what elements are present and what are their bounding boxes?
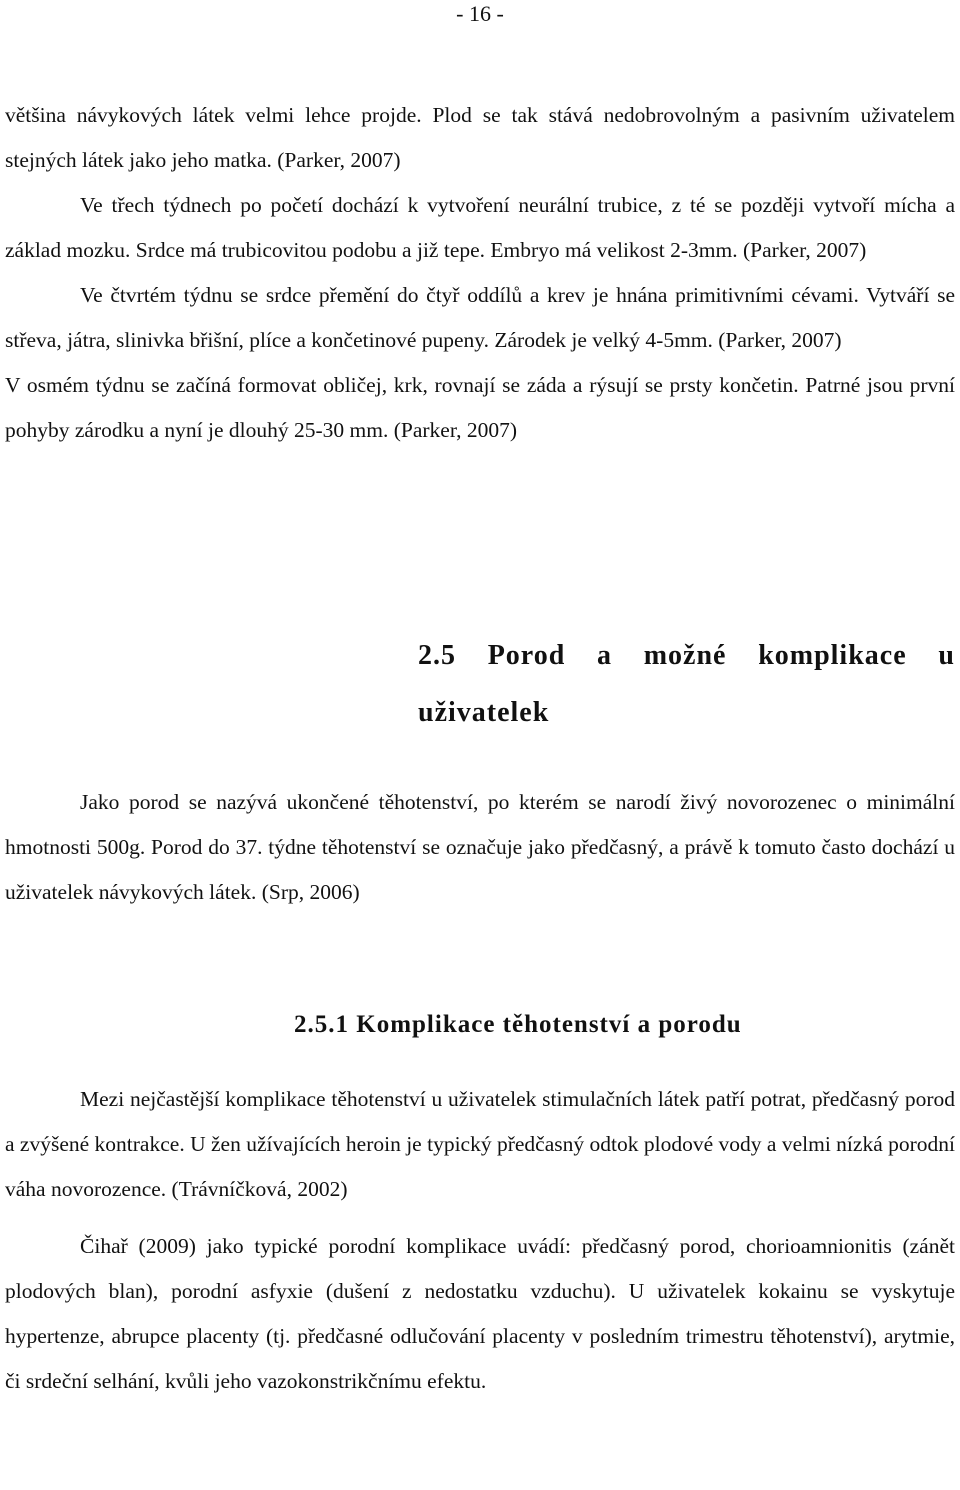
- paragraph: Ve čtvrtém týdnu se srdce přemění do čtyř oddílů a krev je hnána primitivními cévami. Vytváří se střeva, játra, slinivka břišní, plíce a končetinové pupeny. Zárodek je velký 4-5mm. (Parker, 2007): [5, 283, 955, 352]
- heading-word: u: [938, 640, 955, 671]
- paragraph: Mezi nejčastější komplikace těhotenství u uživatelek stimulačních látek patří potrat, předčasný porod a zvýšené kontrakce. U žen užívajících heroin je typický předčasný odtok plodové vody a velmi nízká porodní váha novorozence. (Trávníčková, 2002): [5, 1087, 955, 1201]
- heading-word: Porod: [487, 640, 566, 671]
- heading-line-1: [418, 627, 955, 684]
- paragraph: Čihař (2009) jako typické porodní komplikace uvádí: předčasný porod, chorioamnionitis (zánět plodových blan), porodní asfyxie (dušení z nedostatku vzduchu). U uživatelek kokainu se vyskytuje hypertenze, abrupce placenty (tj. předčasné odlučování placenty v posledním trimestru těhotenství), arytmie, či srdeční selhání, kvůli jeho vazokonstrikčnímu efektu.: [5, 1234, 955, 1393]
- paragraph: V osmém týdnu se začíná formovat obličej, krk, rovnají se záda a rýsují se prsty končetin. Patrné jsou první pohyby zárodku a nyní je dlouhý 25-30 mm. (Parker, 2007): [5, 373, 955, 442]
- section-text-complications: [5, 1077, 955, 1404]
- paragraph: většina návykových látek velmi lehce projde. Plod se tak stává nedobrovolným a pasivním uživatelem stejných látek jako jeho matka. (Parker, 2007): [5, 103, 955, 172]
- section-heading-2-5: [418, 627, 955, 741]
- section-heading-2-5-1: 2.5.1 Komplikace těhotenství a porodu: [294, 1011, 742, 1038]
- paragraph: Ve třech týdnech po početí dochází k vytvoření neurální trubice, z té se později vytvoří mícha a základ mozku. Srdce má trubicovitou podobu a již tepe. Embryo má velikost 2-3mm. (Parker, 2007): [5, 193, 955, 262]
- heading-number: 2.5: [418, 640, 456, 671]
- section-text-birth: [5, 780, 955, 915]
- paragraph: Jako porod se nazývá ukončené těhotenství, po kterém se narodí živý novorozenec o minimální hmotnosti 500g. Porod do 37. týdne těhotenství se označuje jako předčasný, a právě k tomuto často dochází u uživatelek návykových látek. (Srp, 2006): [5, 790, 955, 904]
- heading-word: a: [597, 640, 613, 671]
- heading-word: možné: [643, 640, 727, 671]
- heading-word: komplikace: [758, 640, 907, 671]
- page-number: - 16 -: [456, 1, 504, 26]
- section-text-prenatal-development: [5, 93, 955, 453]
- heading-line-2: uživatelek: [418, 697, 550, 728]
